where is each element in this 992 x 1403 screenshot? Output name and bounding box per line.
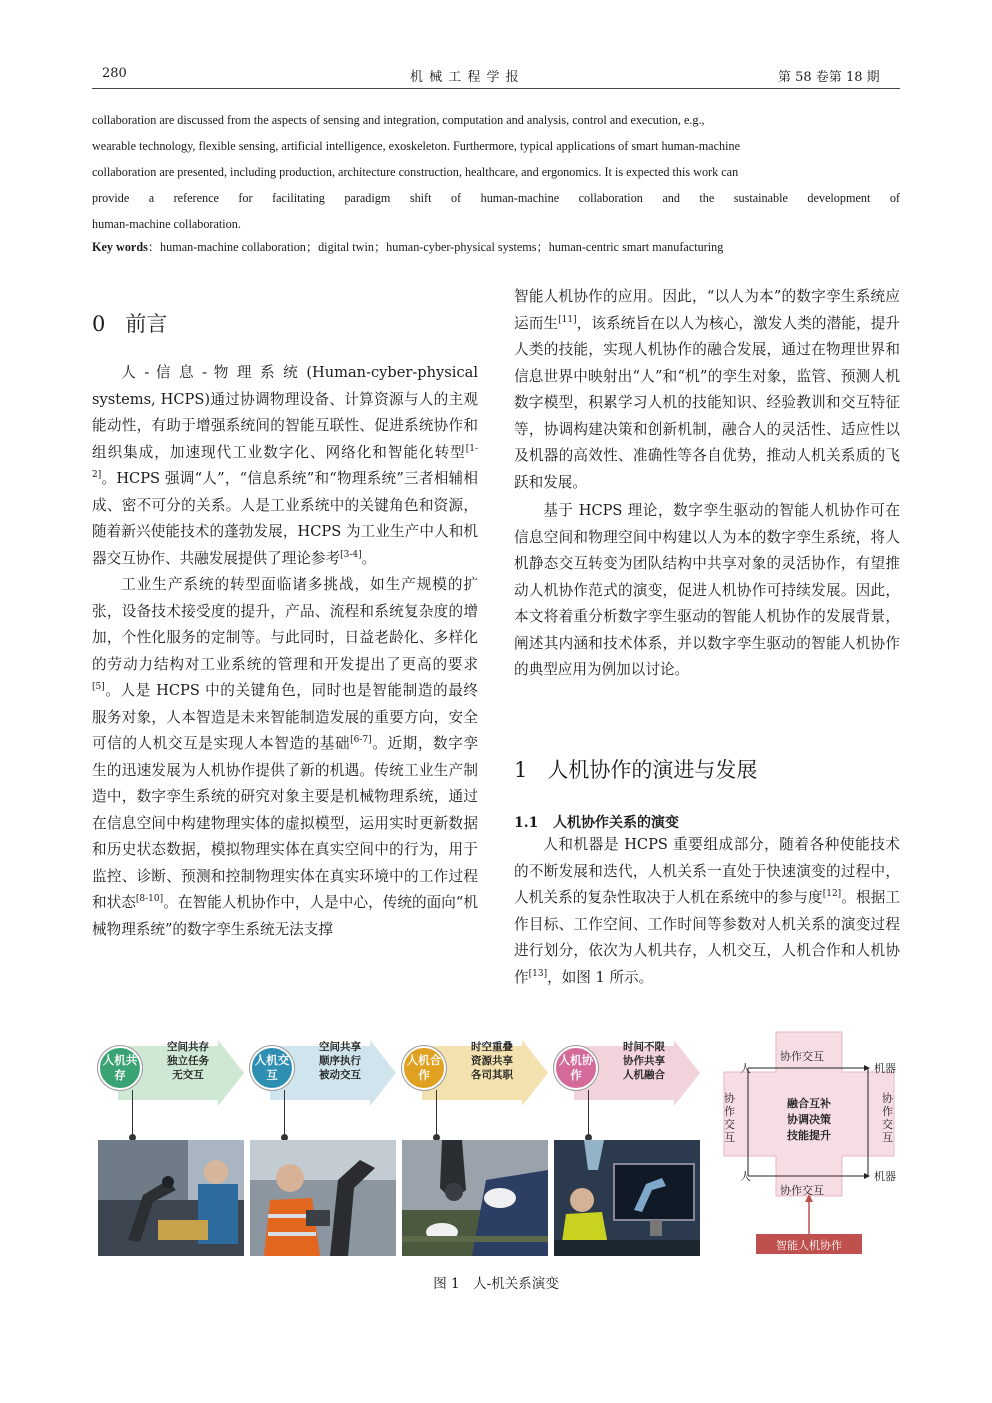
paragraph: 人 - 信 息 - 物 理 系 统 (Human-cyber-physical systems, HCPS)通过协调物理设备、计算资源与人的主观能动性，有助于增强系统间的智能互联性、促进系统协作和组织集成，加速现代工业数字化、网络化和智能化转型[1-2]。HCPS 强调“人”，“信息系统”和“物理系统”三者相辅相成、密不可分的关系。人是工业系统中的关键角色和资源，随着新兴使能技术的蓬勃发展，HCPS 为工业生产中人和机器交互协作、共融发展提供了理论参考[3-4]。 [92,364,478,567]
citation: [12] [822,889,842,900]
diagram-top-label: 协作交互 [780,1050,824,1063]
paragraph: 工业生产系统的转型面临诸多挑战，如生产规模的扩张，设备技术接受度的提升，产品、流程和系统复杂度的增加，个性化服务的定制等。与此同时，日益老龄化、多样化的劳动力结构对工业系统的管理和开发提出了更高的要求[5]。人是 HCPS 中的关键角色，同时也是智能制造的最终服务对象，人本智造是未来智能制造发展的重要方向，安全可信的人机交互是实现人本智造的基础[6-7]。近期，数字孪生的迅速发展为人机协作提供了新的机遇。传统工业生产制造中，数字孪生系统的研究对象主要是机械物理系统，通过在信息空间中构建物理实体的虚拟模型，运用实时更新数据和历史状态数据，模拟物理实体在真实空间中的行为，用于监控、诊断、预测和控制物理实体在真实环境中的工作过程和状态[8-10]。在智能人机协作中，人是中心，传统的面向“机械物理系统”的数字孪生系统无法支撑 [92,576,478,938]
photo-digital-twin-monitor [554,1140,700,1256]
photo-robot-arm-factory [98,1140,244,1256]
section-0-title: 前言 [125,312,168,336]
section-1-title: 人机协作的演进与发展 [547,758,758,782]
stage-circle: 人机协作 [554,1046,598,1090]
stage-text: 时间不限 协作共享 人机融合 [623,1041,665,1081]
photo-worker-orange-suit [250,1140,396,1256]
abstract-line: provide a reference for facilitating paradigm shift of human-machine collaboration and the sustainable development of [92,191,900,205]
stage-circle: 人机交互 [250,1046,294,1090]
stage-circle: 人机共存 [98,1046,142,1090]
smart-collaboration-diagram [718,1028,900,1256]
citation: [6-7] [350,735,372,746]
keywords-text: ：human-machine collaboration；digital twin；human-cyber-physical systems；human-centric smart manufacturing [147,240,724,254]
left-column [92,360,478,943]
abstract-line: collaboration are discussed from the aspects of sensing and integration, computation and analysis, control and execution, e.g., [92,113,705,127]
stage-cooperation [402,1028,548,1256]
diagram-center-text: 融合互补 协调决策 技能提升 [787,1097,831,1142]
paragraph: 智能人机协作的应用。因此，“以人为本”的数字孪生系统应运而生[11]，该系统旨在以人为核心，激发人类的潜能，提升人类的技能，实现人机协作的融合发展，通过在物理世界和信息世界中映射出“人”和“机”的孪生对象，监管、预测人机数字模型，积累学习人机的技能知识、经验教训和交互特征等，协调构建决策和创新机制，融合人的灵活性、适应性以及机器的高效性、准确性等各自优势，推动人机关系质的飞跃和发展。 [514,288,900,491]
section-0-number: 0 [92,312,106,336]
section-1-number: 1 [514,758,528,782]
journal-title: 机 械 工 程 学 报 [410,70,520,85]
photo-gloved-hands-robot [402,1140,548,1256]
diagram-machine-bottom: 机器 [874,1170,896,1183]
paragraph: 人和机器是 HCPS 重要组成部分，随着各种使能技术的不断发展和迭代，人机关系一直处于快速演变的过程中，人机关系的复杂性取决于人机在系统中的参与度[12]。根据工作目标、工作空间、工作时间等参数对人机关系的演变过程进行划分，依次为人机共存，人机交互，人机合作和人机协作[13]，如图 1 所示。 [514,836,900,986]
subsection-1-1-heading: 1.1 人机协作关系的演变 [514,815,679,831]
stage-interaction [250,1028,396,1256]
stage-text: 空间共享 顺序执行 被动交互 [319,1041,361,1081]
page-number: 280 [102,66,127,81]
figure-1 [98,1028,900,1256]
header-rule [92,88,900,89]
right-column [514,284,900,684]
keywords-label: Key words [92,240,148,254]
section-0-heading [92,308,167,338]
citation: [5] [92,682,105,693]
diagram-footer-label: 智能人机协作 [776,1239,842,1252]
diagram-machine-top: 机器 [874,1062,896,1075]
citation: [13] [528,968,548,979]
citation: [11] [558,314,577,325]
paragraph: 基于 HCPS 理论，数字孪生驱动的智能人机协作可在信息空间和物理空间中构建以人为本的数字孪生系统，将人机静态交互转变为团队结构中共享对象的灵活协作，有望推动人机协作范式的演变，促进人机协作可持续发展。因此，本文将着重分析数字孪生驱动的智能人机协作的发展背景，阐述其内涵和技术体系，并以数字孪生驱动的智能人机协作的典型应用为例加以讨论。 [514,502,900,678]
citation: [8-10] [135,894,164,905]
abstract-line: wearable technology, flexible sensing, artificial intelligence, exoskeleton. Furthermore, typical applications of smart human-machine [92,139,740,153]
citation: [1-2] [92,443,478,481]
stage-collaboration [554,1028,700,1256]
citation: [3-4] [340,549,362,560]
diagram-left-label: 协作交互 [724,1092,735,1144]
stage-circle: 人机合作 [402,1046,446,1090]
abstract-line: collaboration are presented, including production, architecture construction, healthcare, and ergonomics. It is expected this work can [92,165,739,179]
issue-info: 第 58 卷第 18 期 [778,70,880,85]
abstract-line: human-machine collaboration. [92,217,241,231]
keywords [92,238,900,255]
diagram-human-bottom: 人 [740,1170,751,1183]
stage-text: 空间共存 独立任务 无交互 [167,1041,209,1081]
figure-1-caption: 图 1 人-机关系演变 [433,1276,559,1292]
stage-coexistence [98,1028,244,1256]
right-column-continued [514,832,900,991]
diagram-bottom-label: 协作交互 [780,1184,824,1197]
diagram-right-label: 协作交互 [882,1092,893,1144]
diagram-human-top: 人 [740,1062,751,1075]
stage-text: 时空重叠 资源共享 各司其职 [471,1041,513,1081]
section-1-heading [514,754,757,784]
